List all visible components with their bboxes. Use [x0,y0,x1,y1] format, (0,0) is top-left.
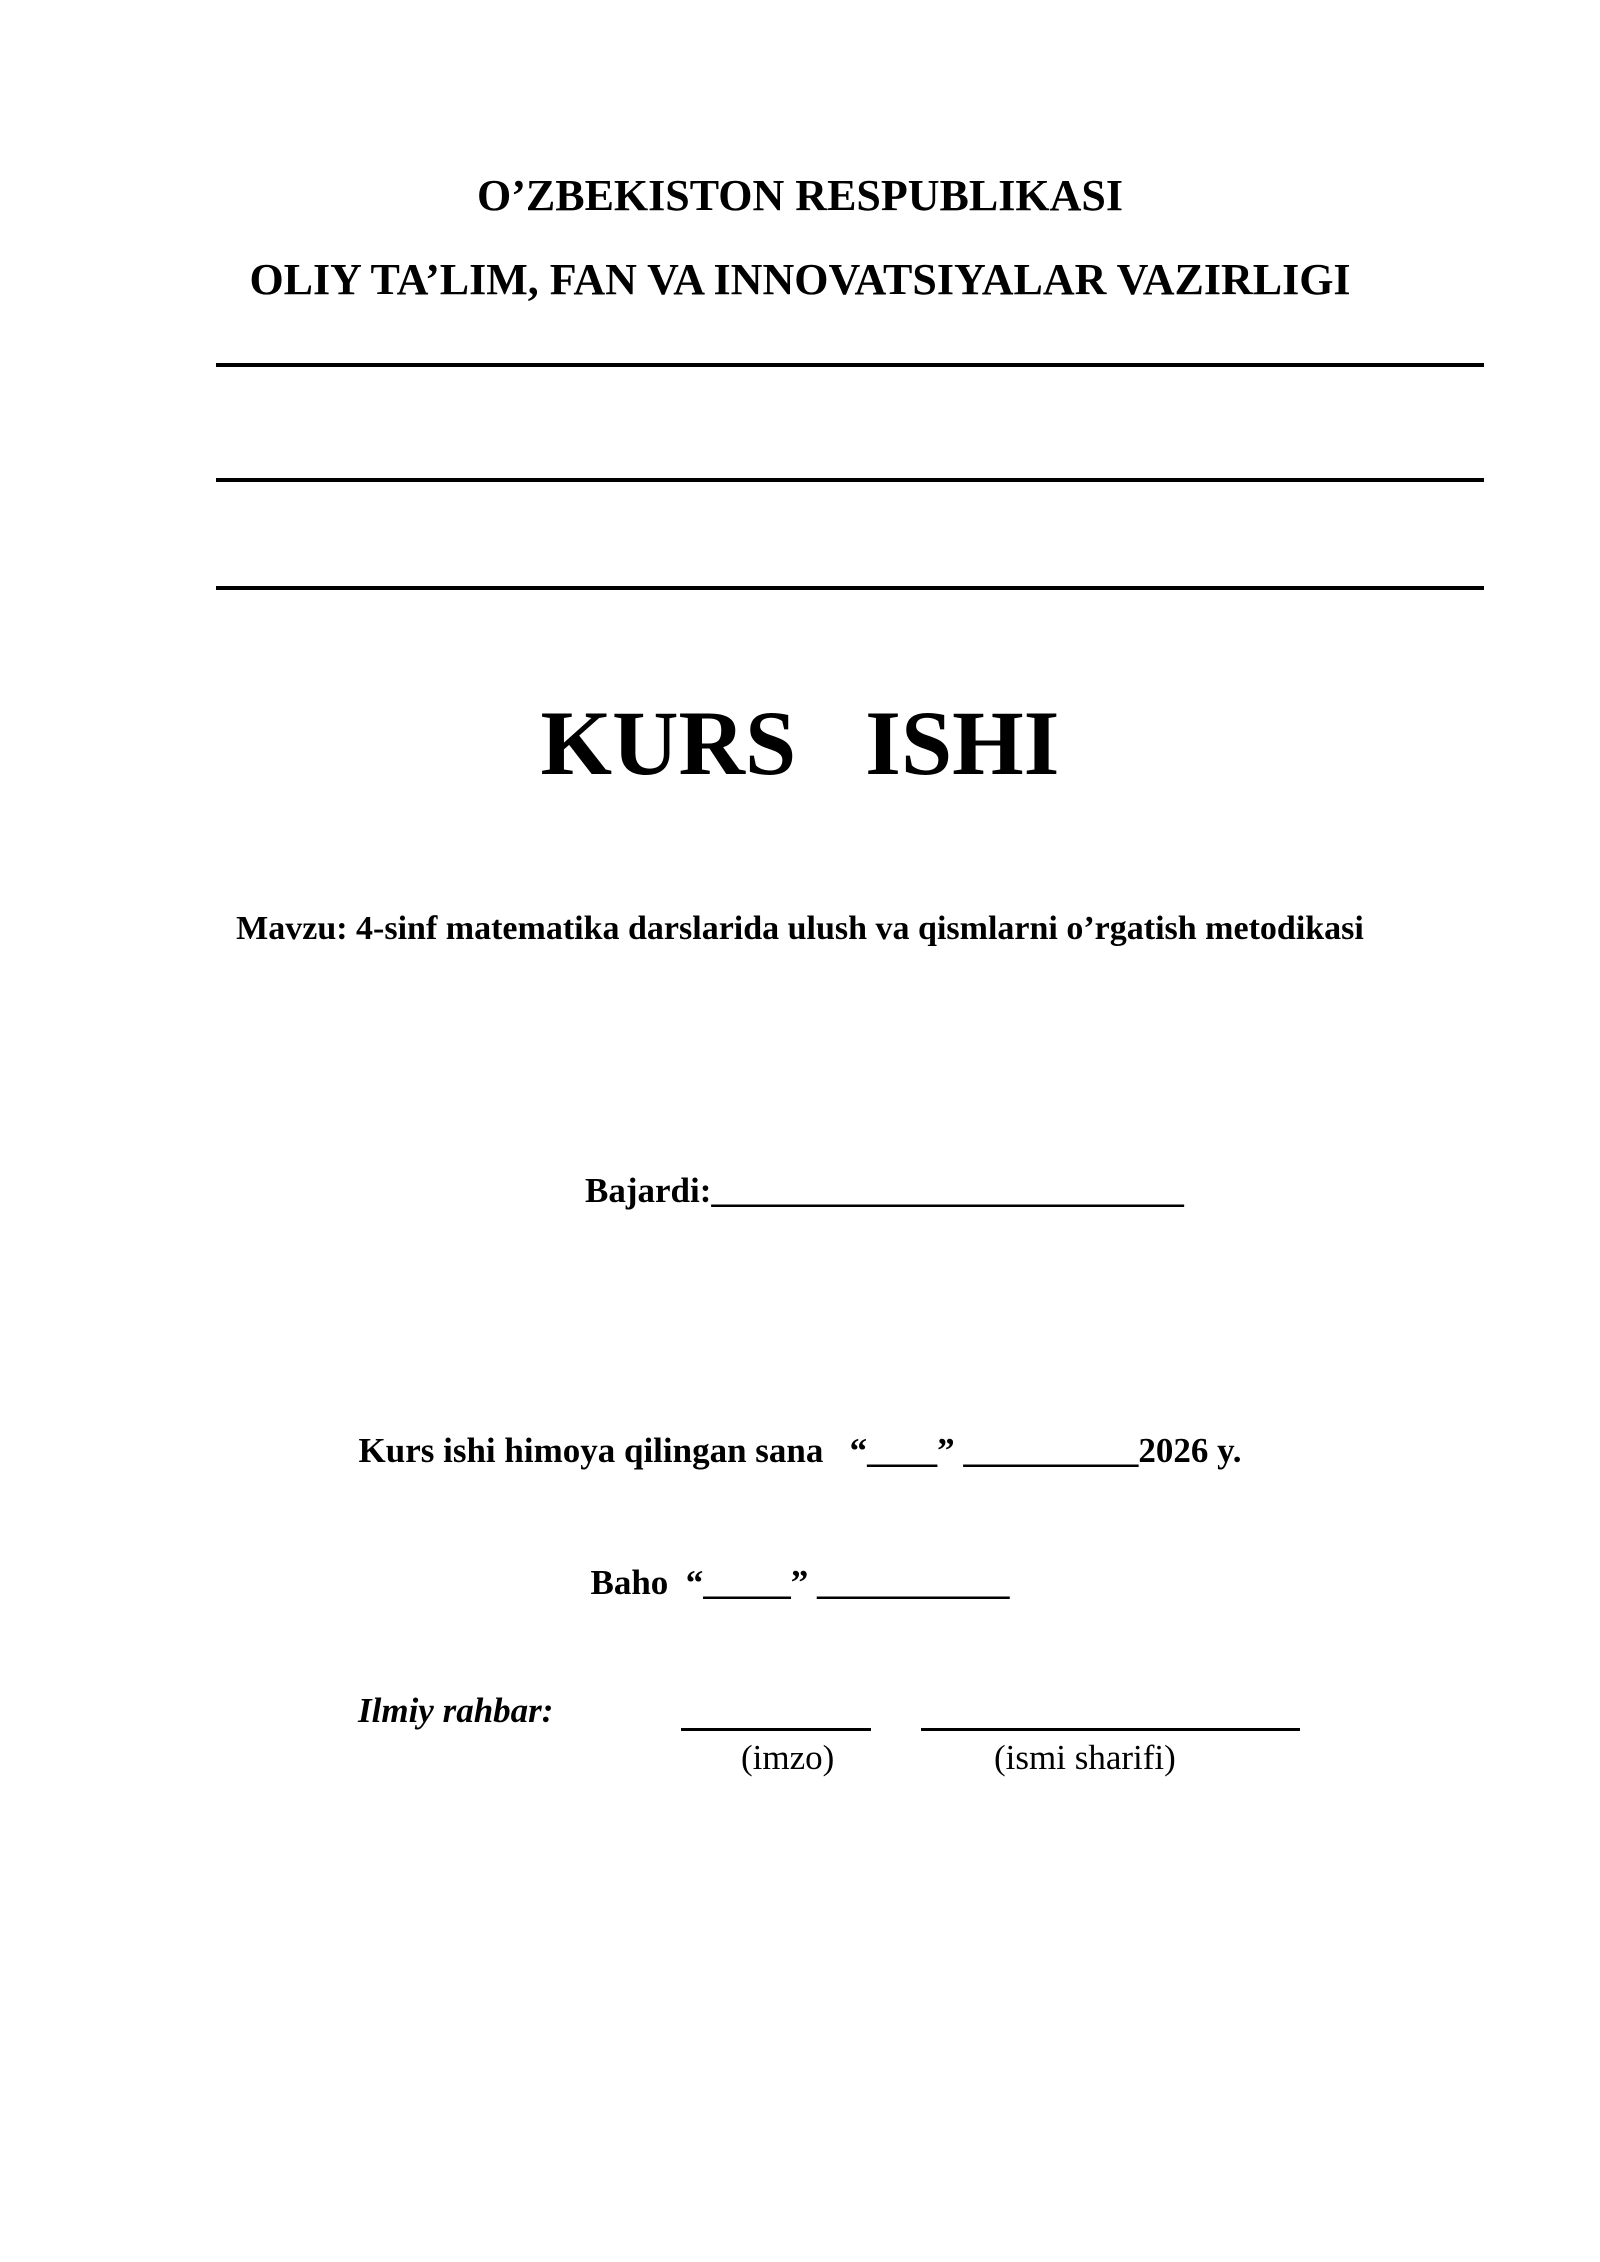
defense-date-field: Kurs ishi himoya qilingan sana “____” __________2026 y. [358,1431,1242,1470]
institution-line-2 [216,478,1484,482]
document-title: KURS ISHI [540,692,1060,794]
author-field: Bajardi:___________________________ [585,1171,1184,1210]
signature-caption: (imzo) [741,1738,835,1777]
ministry-heading: OLIY TA’LIM, FAN VA INNOVATSIYALAR VAZIRLIGI [249,255,1351,304]
country-heading: O’ZBEKISTON RESPUBLIKASI [477,171,1123,220]
name-line [921,1728,1300,1731]
topic-line: Mavzu: 4-sinf matematika darslarida ulush va qismlarni o’rgatish metodikasi [236,910,1364,947]
name-caption: (ismi sharifi) [994,1738,1176,1777]
supervisor-label: Ilmiy rahbar: [358,1691,554,1730]
institution-line-1 [216,363,1484,367]
institution-line-3 [216,586,1484,590]
grade-field: Baho “_____” ___________ [590,1563,1010,1602]
signature-line [681,1728,871,1731]
